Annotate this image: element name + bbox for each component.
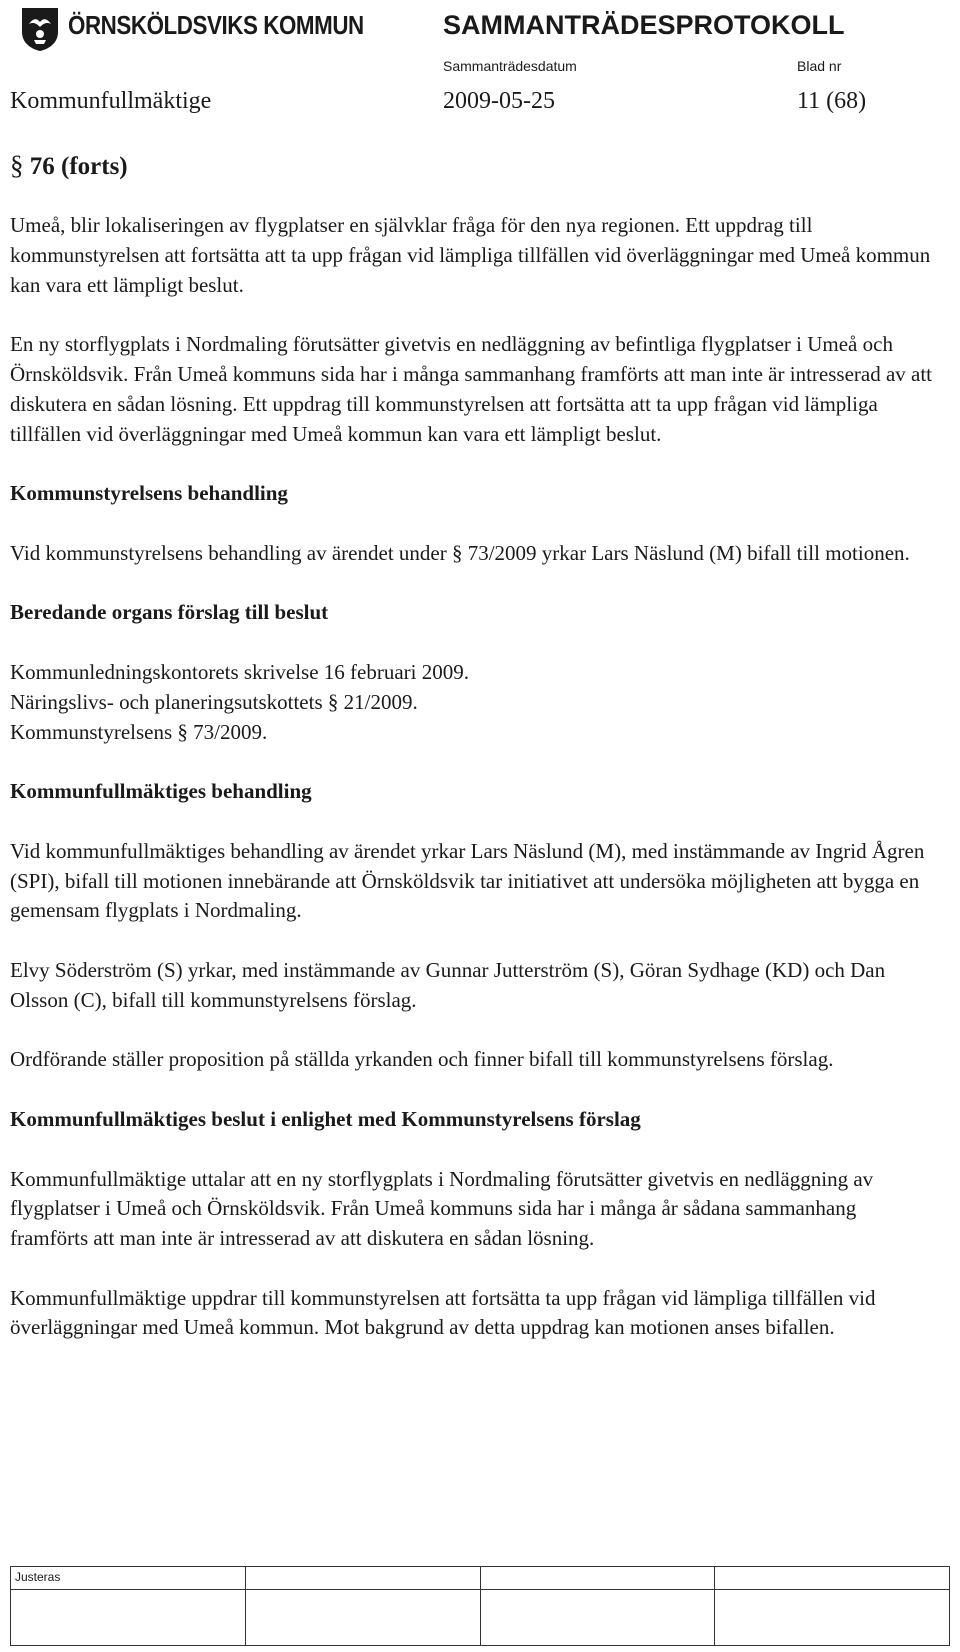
protocol-body: [10, 211, 935, 1343]
justeras-label: Justeras: [15, 1570, 61, 1584]
heading-kommunstyrelsens-behandling: Kommunstyrelsens behandling: [10, 481, 288, 506]
paragraph-3: Vid kommunstyrelsens behandling av ärendet under § 73/2009 yrkar Lars Näslund (M) bifall till motionen.: [10, 540, 910, 565]
reference-list-item: Kommunstyrelsens § 73/2009.: [10, 719, 268, 744]
page-number: 11 (68): [797, 88, 867, 114]
paragraph-6: Ordförande ställer proposition på ställda yrkanden och finner bifall till kommunstyrelsens förslag.: [10, 1047, 834, 1072]
heading-kommunfullmaktiges-beslut: Kommunfullmäktiges beslut i enlighet med Kommunstyrelsens förslag: [10, 1106, 641, 1131]
municipality-logo-icon: [20, 6, 60, 52]
section-title: 76 (forts): [29, 153, 128, 180]
paragraph-4: Vid kommunfullmäktiges behandling av ärendet yrkar Lars Näslund (M), med instämmande av Ingrid Ågren (SPI), bifall till motionen innebärande att Örnsköldsvik tar initiativet att undersöka möjligheten att bygga en gemensam flygplats i Nordmaling.: [10, 838, 925, 923]
reference-list-item: Näringslivs- och planeringsutskottets § 21/2009.: [10, 689, 418, 714]
page-number-label: Blad nr: [797, 58, 842, 74]
paragraph-2: En ny storflygplats i Nordmaling förutsätter givetvis en nedläggning av befintliga flygplatser i Umeå och Örnsköldsvik. Från Umeå kommuns sida har i många sammanhang framförts att man inte är intresserad av att diskutera en sådan lösning. Ett uppdrag till kommunstyrelsen att fortsätta att ta upp frågan vid lämpliga tillfällen vid överläggningar med Umeå kommun kan vara ett lämpligt beslut.: [10, 332, 933, 446]
meeting-body: Kommunfullmäktige: [10, 88, 212, 114]
paragraph-5: Elvy Söderström (S) yrkar, med instämmande av Gunnar Jutterström (S), Göran Sydhage (KD) och Dan Olsson (C), bifall till kommunstyrelsens förslag.: [10, 957, 886, 1012]
meeting-date: 2009-05-25: [443, 88, 555, 114]
document-type: SAMMANTRÄDESPROTOKOLL: [443, 10, 845, 40]
paragraph-8: Kommunfullmäktige uppdrar till kommunstyrelsen att fortsätta ta upp frågan vid lämpliga tillfällen vid överläggningar med Umeå kommun. Mot bakgrund av detta uppdrag kan motionen anses bifallen.: [10, 1285, 876, 1340]
organization-name: ÖRNSKÖLDSVIKS KOMMUN: [68, 10, 364, 40]
signature-cell: [246, 1567, 481, 1645]
reference-list-item: Kommunledningskontorets skrivelse 16 februari 2009.: [10, 659, 470, 684]
heading-kommunfullmaktiges-behandling: Kommunfullmäktiges behandling: [10, 779, 312, 804]
signature-cell: [481, 1567, 716, 1645]
paragraph-symbol: §: [10, 150, 24, 180]
signature-table: [10, 1566, 950, 1646]
signature-cell: [715, 1567, 949, 1645]
signature-cell: [11, 1567, 246, 1645]
meeting-date-label: Sammanträdesdatum: [443, 58, 577, 74]
paragraph-1: Umeå, blir lokaliseringen av flygplatser en självklar fråga för den nya regionen. Ett uppdrag till kommunstyrelsen att fortsätta att ta upp frågan vid lämpliga tillfällen vid överläggningar med Umeå kommun kan vara ett lämpligt beslut.: [10, 213, 931, 297]
heading-beredande-organs-forslag: Beredande organs förslag till beslut: [10, 600, 329, 625]
paragraph-7: Kommunfullmäktige uttalar att en ny storflygplats i Nordmaling förutsätter givetvis en nedläggning av flygplatser i Umeå och Örnsköldsvik. Från Umeå kommuns sida har i många år sådana sammanhang framförts att man inte är intresserad av att diskutera en sådan lösning.: [10, 1166, 874, 1251]
section-heading: [10, 150, 128, 181]
